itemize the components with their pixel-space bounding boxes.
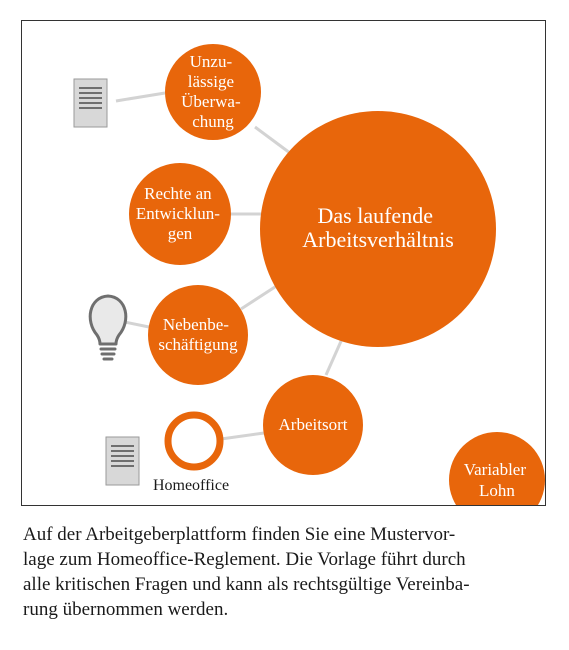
node-rechte-an-entwicklungen <box>129 163 231 265</box>
document-icon <box>106 437 139 485</box>
caption-text <box>23 522 553 622</box>
node-line: Variabler <box>463 460 527 479</box>
node-line: schäftigung <box>158 335 238 354</box>
node-line: Lohn <box>479 481 515 500</box>
svg-text:Nebenbe- schäftigung <box>158 315 238 354</box>
caption-line: Auf der Arbeitgeberplattform finden Sie eine Mustervor- <box>23 524 456 545</box>
node-line: Nebenbe- <box>162 315 229 334</box>
node-arbeitsort <box>263 375 363 475</box>
node-line: Unzu- <box>189 52 233 71</box>
homeoffice-label: Homeoffice <box>152 477 230 494</box>
mind-map-diagram <box>22 21 546 506</box>
caption-line: alle kritischen Fragen und kann als rechtsgültige Vereinba- <box>23 574 470 595</box>
svg-text:Das laufende Arbeitsve <box>302 203 454 252</box>
connector-nebenbeschaeftigung <box>241 285 278 309</box>
caption-line: lage zum Homeoffice-Reglement. Die Vorlage führt durch <box>23 549 466 570</box>
center-node-line: Arbeitsverhältnis <box>302 227 454 252</box>
node-line: lässige <box>187 72 235 91</box>
document-icon <box>74 79 107 127</box>
connector-homeoffice <box>221 433 264 439</box>
connector-doc-unzulaessige-ueberwachung <box>116 93 165 101</box>
homeoffice-ring <box>168 415 220 467</box>
caption-line: rung übernommen werden. <box>23 599 229 620</box>
node-nebenbeschaeftigung <box>148 285 248 385</box>
center-node-line: Das laufende <box>317 203 433 228</box>
lightbulb-icon <box>90 296 126 359</box>
node-unzulaessige-ueberwachung <box>165 44 261 140</box>
center-node <box>260 111 496 347</box>
node-line: Rechte an <box>144 184 212 203</box>
svg-text:Arbeitsort <box>279 415 348 434</box>
node-line: chung <box>192 112 234 131</box>
node-line: Arbeitsort <box>278 415 348 434</box>
diagram-frame <box>21 20 546 506</box>
node-line: Entwicklun- <box>135 204 220 223</box>
node-line: Überwa- <box>181 92 241 111</box>
connector-unzulaessige-ueberwachung <box>255 127 290 153</box>
node-line: gen <box>167 224 193 243</box>
node-variabler-lohn <box>449 432 545 506</box>
